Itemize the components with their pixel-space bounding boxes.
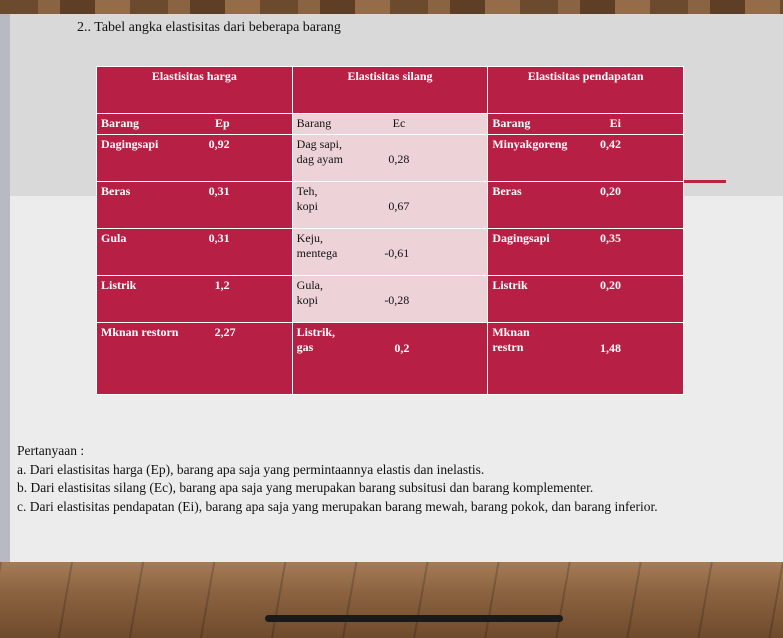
item-name: Beras [492,184,522,199]
table-cell [97,182,293,229]
item-value: -0,61 [384,245,410,260]
item-name: Gula [101,230,127,245]
table-cell [488,322,684,394]
table-cell [292,135,488,182]
item-value: 0,28 [388,152,410,167]
table-cell [488,182,684,229]
table-cell [292,275,488,322]
item-name: Listrik [492,277,528,292]
wood-floor-bottom [0,562,783,638]
table-cell [488,228,684,275]
question-item-c: c. Dari elastisitas pendapatan (Ei), barang apa saja yang merupakan barang mewah, barang pokok, dan barang inferior. [17,498,658,514]
table-cell [292,228,488,275]
elasticity-table [96,66,684,395]
item-value: 0,20 [600,277,621,292]
questions-block [17,442,658,516]
table-row [97,228,684,275]
group-header-harga: Elastisitas harga [97,67,293,114]
item-value: 0,67 [388,199,410,214]
item-value: 2,27 [214,324,236,339]
item-name: Keju, mentega [296,230,338,260]
wood-floor-top [0,0,783,14]
item-name: Gula, kopi [296,277,323,307]
item-name: Listrik, gas [296,324,335,354]
table-row [97,322,684,394]
subheader-symbol: Ec [392,115,406,130]
item-value: 0,31 [208,184,230,199]
questions-title: Pertanyaan : [17,443,85,458]
item-value: 0,92 [208,137,230,152]
table-cell [97,228,293,275]
slide-left-edge [0,14,10,562]
item-name: Mknan restrn [492,324,530,354]
item-name: Dag sapi, dag ayam [296,137,343,167]
item-name: Dagingsapi [492,230,550,245]
subheader-label: Barang [296,115,332,130]
item-name: Teh, kopi [296,184,318,214]
question-item-b: b. Dari elastisitas silang (Ec), barang apa saja yang merupakan barang subsitusi dan barang komplementer. [17,480,594,495]
group-header-silang: Elastisitas silang [292,67,488,114]
table-row [97,275,684,322]
table-cell [97,322,293,394]
item-name: Minyakgoreng [492,137,568,152]
item-value: 1,48 [600,340,621,355]
item-value: -0,28 [384,292,410,307]
subheader-cell [97,113,293,134]
table-cell [97,275,293,322]
item-value: 1,2 [214,277,230,292]
table-cell [292,182,488,229]
item-value: 0,35 [600,230,621,245]
item-name: Mknan restorn [101,324,179,339]
table-row [97,135,684,182]
item-name: Dagingsapi [101,137,159,152]
group-header-pendapatan: Elastisitas pendapatan [488,67,684,114]
table-cell [488,275,684,322]
table-row [97,182,684,229]
subheader-symbol: Ep [214,115,230,130]
item-name: Beras [101,184,131,199]
item-name: Listrik [101,277,137,292]
home-indicator-bar[interactable] [265,615,563,622]
subheader-label: Barang [492,115,531,130]
table-cell [488,135,684,182]
subheader-cell [292,113,488,134]
accent-line [684,180,726,183]
item-value: 0,42 [600,137,621,152]
table-cell [97,135,293,182]
question-item-a: a. Dari elastisitas harga (Ep), barang apa saja yang permintaannya elastis dan inelastis. [17,461,485,477]
item-value: 0,20 [600,184,621,199]
subheader-label: Barang [101,115,140,130]
subheader-cell [488,113,684,134]
item-value: 0,2 [394,340,410,355]
subheader-symbol: Ei [609,115,621,130]
item-value: 0,31 [208,230,230,245]
table-cell [292,322,488,394]
page-title: 2.. Tabel angka elastisitas dari beberapa barang [77,20,341,35]
